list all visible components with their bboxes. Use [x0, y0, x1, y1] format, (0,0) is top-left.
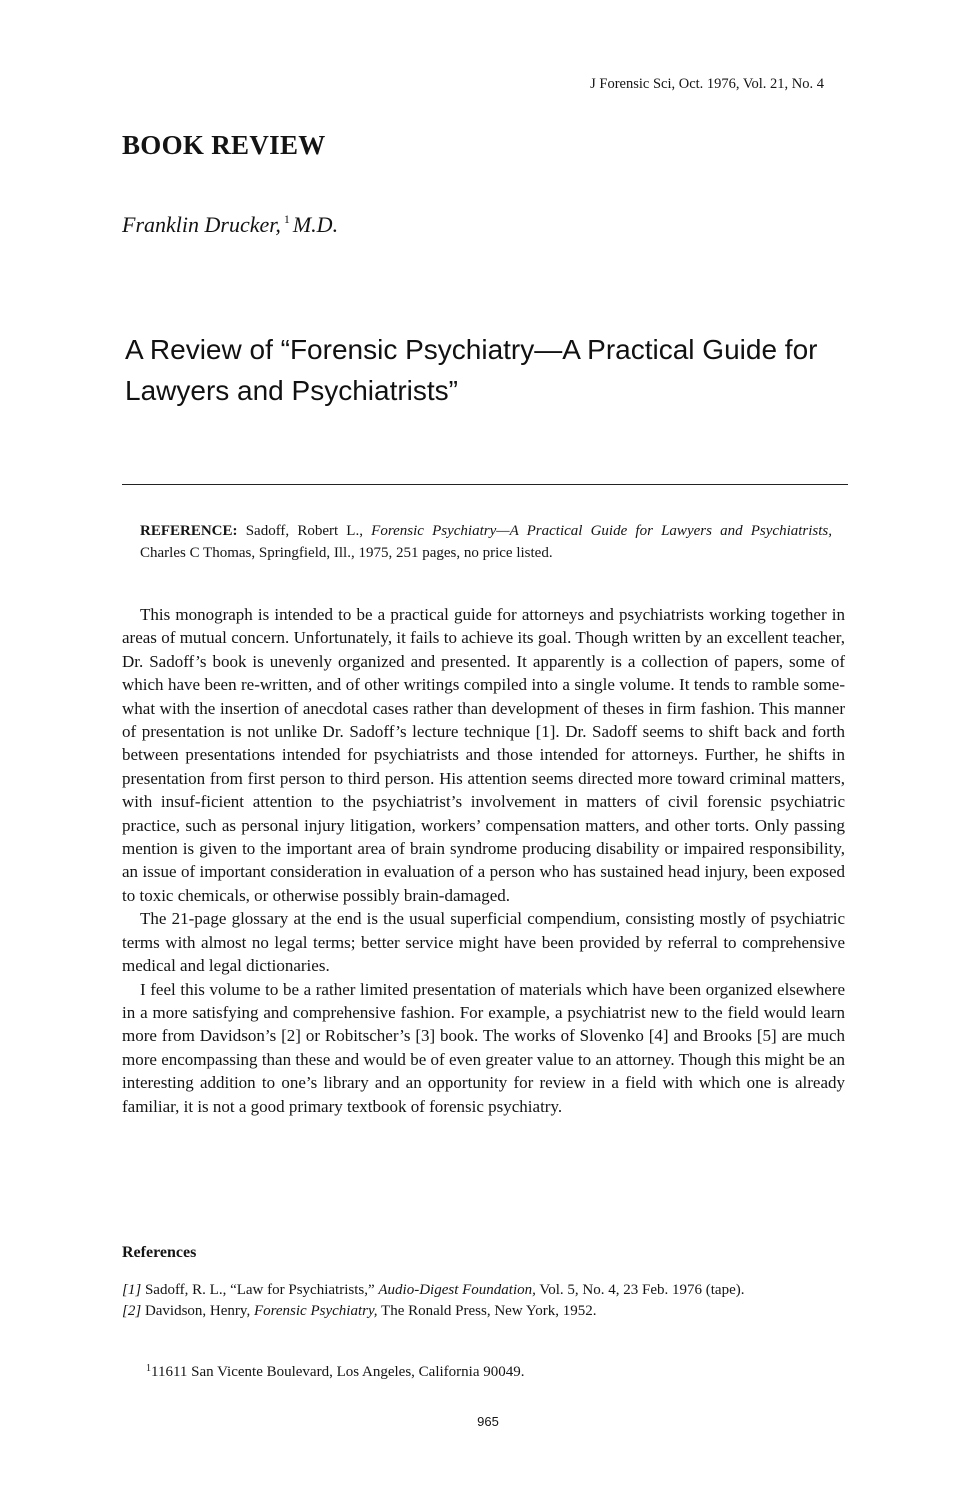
body-paragraph: This monograph is intended to be a practical guide for attorneys and psychiatrists working together in areas of mutual concern. Unfortunately, it fails to achieve its goal. Though written by an excellent teacher, Dr. Sadoff’s book is unevenly organized and presented. It apparently is a collection of papers, some of which have been re-written, and of other writings compiled into a single volume. It tends to ramble some-what with the insertion of anecdotal cases rather than development of theses in firm fashion. This manner of presentation is not unlike Dr. Sadoff’s lecture technique [1]. Dr. Sadoff seems to shift back and forth between presentations intended for psychiatrists and those intended for attorneys. Further, he shifts in presentation from first person to third person. His attention seems directed more toward criminal matters, with insuf-ficient attention to the psychiatrist’s involvement in matters of civil forensic psychiatric practice, such as personal injury litigation, workers’ compensation matters, and other torts. Only passing mention is given to the important area of brain syndrome producing disability or impaired responsibility, an issue of important consideration in evaluation of a person who has sustained head injury, been exposed to toxic chemicals, or otherwise possibly brain-damaged.	[122, 605, 845, 905]
reference-book-title: Forensic Psychiatry—A Practical Guide for Lawyers and Psychiatrists,	[371, 523, 833, 539]
reference-number: [1]	[122, 1282, 142, 1298]
footnote-marker: 1	[146, 1363, 151, 1374]
article-title: A Review of “Forensic Psychiatry—A Practical Guide for Lawyers and Psychiatrists”	[125, 334, 818, 406]
author-footnote-marker: 1	[283, 212, 290, 226]
reference-source: Forensic Psychiatry,	[253, 1302, 378, 1319]
reference-text: Sadoff, R. L., “Law for Psychiatrists,”	[144, 1282, 375, 1298]
section-heading: BOOK REVIEW	[122, 130, 326, 160]
reference-item	[122, 1303, 845, 1321]
reference-source: Audio-Digest Foundation,	[378, 1282, 536, 1298]
references-heading: References	[122, 1244, 197, 1261]
reference-block	[140, 520, 832, 564]
reference-text: Vol. 5, No. 4, 23 Feb. 1976 (tape).	[539, 1282, 745, 1298]
author-degree: M.D.	[292, 212, 339, 237]
reference-author: Sadoff, Robert L.,	[245, 523, 363, 539]
reference-label: REFERENCE:	[140, 523, 238, 539]
author-footnote	[146, 1363, 524, 1381]
footnote-text: 11611 San Vicente Boulevard, Los Angeles, California 90049.	[151, 1364, 525, 1380]
references-list	[122, 1282, 845, 1323]
author-name: Franklin Drucker,	[122, 212, 281, 237]
body-paragraph: I feel this volume to be a rather limited presentation of materials which have been organized elsewhere in a more satisfying and comprehensive fashion. For example, a psychiatrist new to the field would learn more from Davidson’s [2] or Robitscher’s [3] book. The works of Slovenko [4] and Brooks [5] are much more encompassing than these and would be of even greater value to an attorney. Though this might be an interesting addition to one’s library and an opportunity for review in a field with which one is already familiar, it is not a good primary textbook of forensic psychiatry.	[122, 979, 845, 1116]
author-line	[122, 212, 338, 238]
body-paragraph: The 21-page glossary at the end is the usual superficial compendium, consisting mostly of psychiatric terms with almost no legal terms; better service might have been provided by referral to comprehensive medical and legal dictionaries.	[122, 909, 845, 976]
reference-text: The Ronald Press, New York, 1952.	[381, 1302, 597, 1319]
reference-text: Davidson, Henry,	[144, 1302, 251, 1319]
review-body	[122, 603, 845, 1118]
page-number: 965	[477, 1414, 499, 1429]
journal-citation: J Forensic Sci, Oct. 1976, Vol. 21, No. 4	[590, 76, 824, 92]
reference-item	[122, 1282, 845, 1300]
title-divider	[122, 484, 848, 485]
reference-details: Charles C Thomas, Springfield, Ill., 1975, 251 pages, no price listed.	[140, 545, 553, 561]
reference-number: [2]	[122, 1302, 142, 1319]
